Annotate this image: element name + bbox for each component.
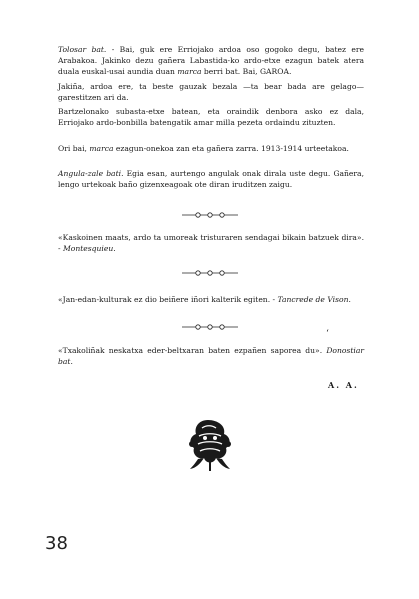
quote-author: Montesquieu. [62, 244, 116, 254]
paragraph-lead: Angula-zale bati. [58, 169, 124, 178]
separator [180, 322, 240, 332]
page-number: 38 [45, 533, 68, 554]
quote-donostiar: «Txakoliñak neskatxa eder-beltxaran baten ezpañen saporea du». Donostiar bat. [58, 346, 364, 367]
separator [180, 268, 240, 278]
paragraph-angula: Angula-zale bati. Egia esan, aurtengo angulak onak dirala uste degu. Gañera, lengo urtekoak baño gizenxeagoak ote diran iruditzen zaigu. [58, 169, 364, 190]
paragraph-bartzelona: Bartzelonako subasta-etxe batean, eta oraindik denbora asko ez dala, Erriojako ardo-bonbilla batengatik amar milla pezeta ordaindu zituzten. [58, 107, 364, 128]
separator [180, 210, 240, 220]
stray-mark: ʻ [326, 329, 329, 339]
paragraph-jakina: Jakiña, ardoa ere, ta beste gauzak bezala —ta bear bada are gelago— garestitzen ari da. [58, 82, 364, 103]
quote-tancrede: «Jan-edan-kulturak ez dio beiñere iñori kalterik egiten. - Tancrede de Vison. [58, 295, 351, 304]
signature: A. A. [328, 380, 359, 390]
paragraph-tolosar: Tolosar bat. - Bai, guk ere Erriojako ardoa oso gogoko degu, batez ere Arabakoa. Jakinko dezu gañera Labastida-ko ardo-etxe ezagun batek atera duala euskal-usai aundia duan marca berri bat. Bai, GAROA. [58, 45, 364, 77]
quote-author: Donostiar bat. [58, 346, 364, 367]
paragraph-marca: Ori bai, marca ezagun-onekoa zan eta gañera zarra. 1913-1914 urteetakoa. [58, 144, 349, 153]
quote-author: Tancrede de Vison. [277, 295, 351, 304]
bird-ornament-icon [180, 414, 240, 474]
paragraph-lead: Tolosar bat. [58, 45, 107, 54]
quote-montesquieu: «Kaskoinen maats, ardo ta umoreak tristuraren sendagai bikain batzuek dira». - Montesquieu. [58, 233, 364, 254]
